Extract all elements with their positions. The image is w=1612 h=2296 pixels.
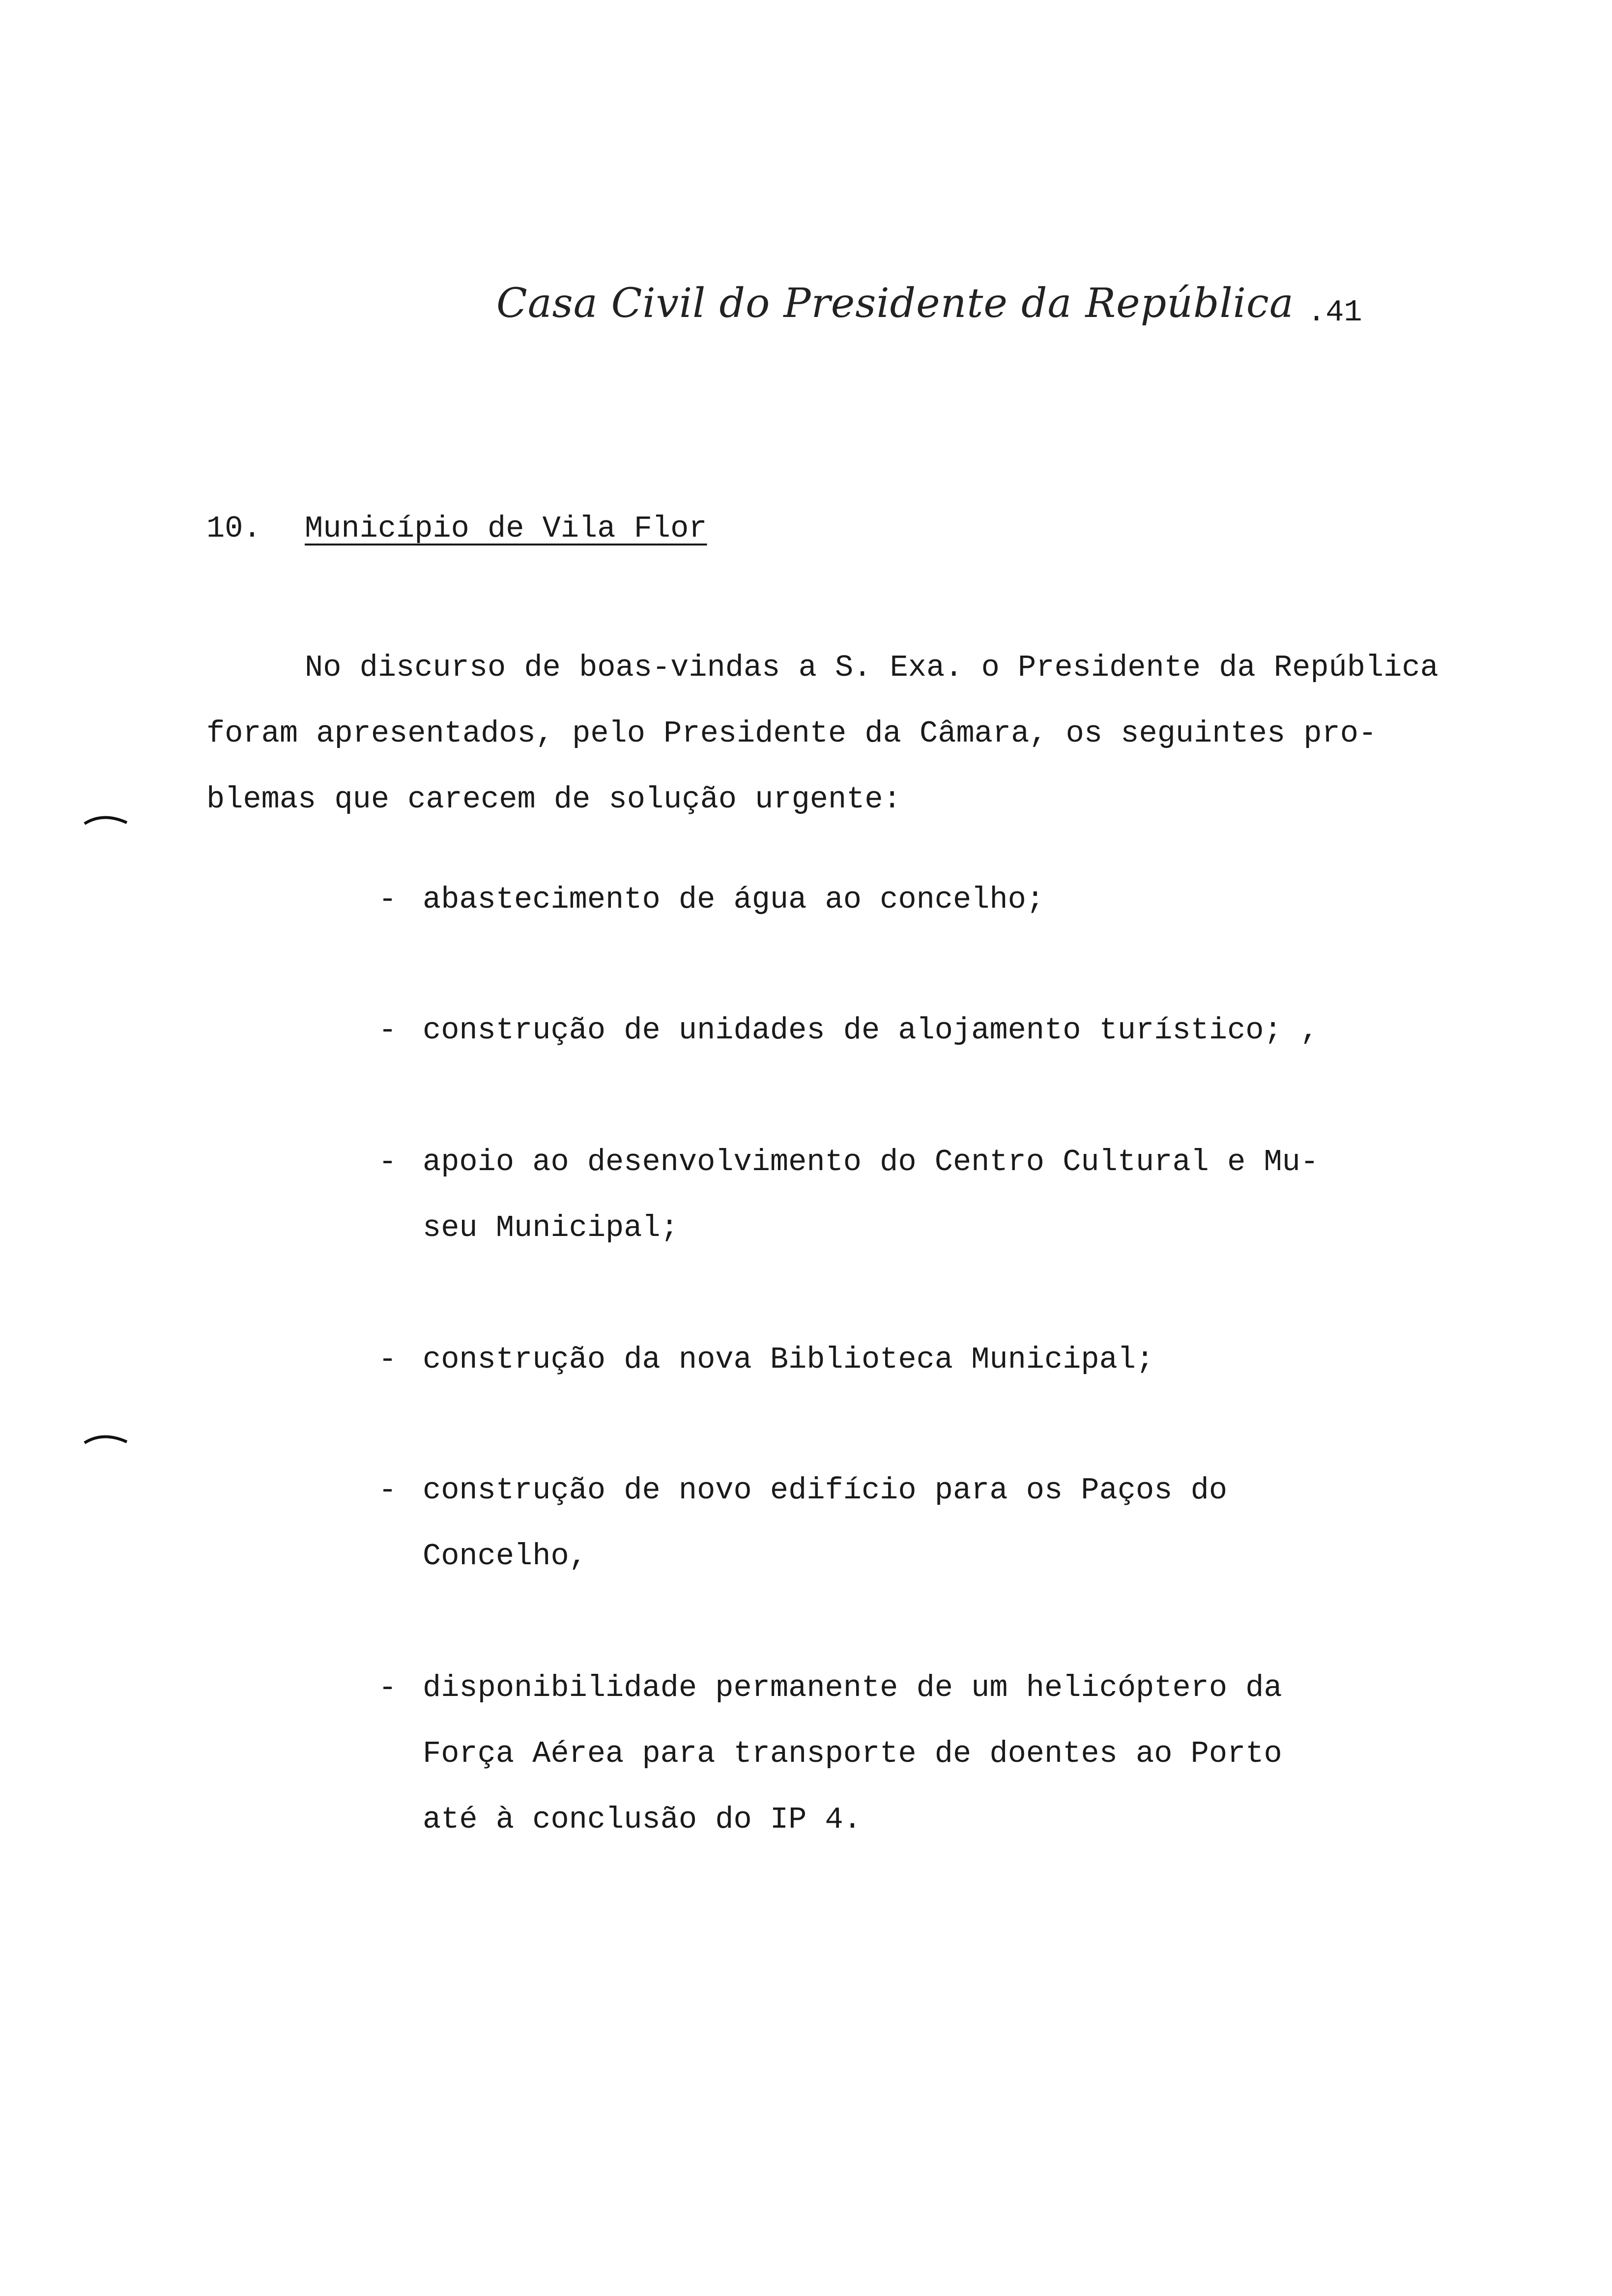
intro-line: foram apresentados, pelo Presidente da Câmara, os seguintes pro-: [206, 716, 1377, 751]
list-dash: -: [378, 1013, 397, 1048]
list-item-text: construção da nova Biblioteca Municipal;: [423, 1342, 1154, 1377]
list-dash: -: [378, 1342, 397, 1377]
section-number: 10.: [206, 511, 261, 546]
list-item-text: apoio ao desenvolvimento do Centro Cultural e Mu- seu Municipal;: [423, 1145, 1319, 1245]
punch-hole-mark: [84, 1430, 128, 1445]
list-item-text: construção de unidades de alojamento turístico; ,: [423, 1013, 1319, 1048]
list-dash: -: [378, 1145, 397, 1179]
punch-hole-mark: [84, 811, 128, 826]
page-number: .41: [1307, 295, 1362, 330]
list-item-text: disponibilidade permanente de um helicóptero da Força Aérea para transporte de doentes ao Porto até à conclusão do IP 4.: [423, 1670, 1282, 1837]
list-dash: -: [378, 1670, 397, 1705]
list-item-text: abastecimento de água ao concelho;: [423, 882, 1045, 917]
letterhead: Casa Civil do Presidente da República: [496, 280, 1294, 327]
intro-line: blemas que carecem de solução urgente:: [206, 782, 901, 817]
list-dash: -: [378, 882, 397, 917]
list-dash: -: [378, 1473, 397, 1508]
intro-line: No discurso de boas-vindas a S. Exa. o Presidente da República: [305, 650, 1439, 685]
section-heading: [206, 511, 707, 546]
list-item-text: construção de novo edifício para os Paços do Concelho,: [423, 1473, 1228, 1574]
section-title: Município de Vila Flor: [305, 511, 707, 546]
intro-paragraph: [206, 635, 1533, 832]
